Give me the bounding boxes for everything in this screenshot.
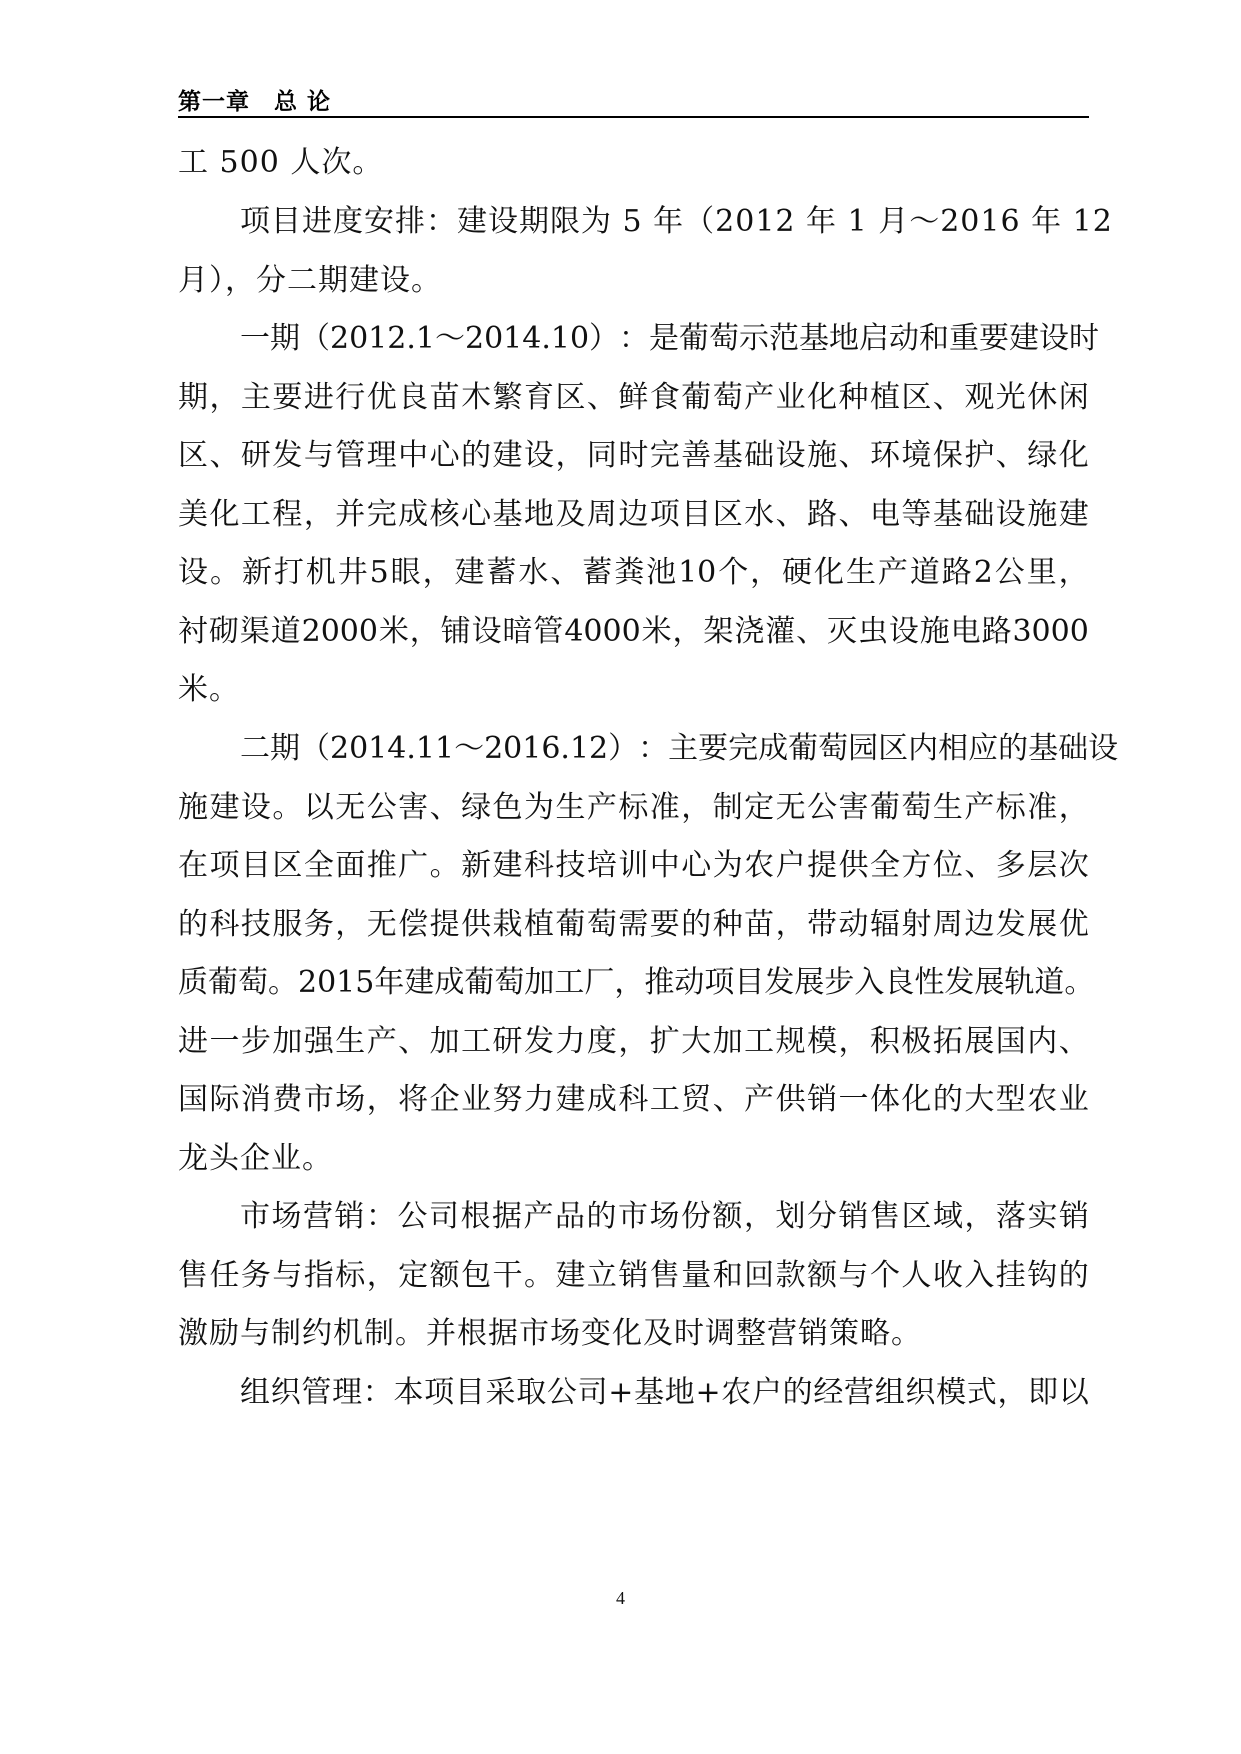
page-number: 4: [616, 1588, 625, 1608]
text-line: 月），分二期建设。: [178, 263, 442, 298]
text-line: 激励与制约机制。并根据市场变化及时调整营销策略。: [178, 1316, 922, 1351]
text-line: 的 科 技 服 务 ， 无 偿 提 供 栽 植 葡 萄 需 要 的 种 苗 ， 带 动 辐 射 周 边 发 展 优: [178, 907, 1089, 942]
text-line: 区 、 研 发 与 管 理 中 心 的 建 设 ， 同 时 完 善 基 础 设 施 、 环 境 保 护 、 绿 化: [178, 438, 1089, 473]
text-line: 设 。 新 打 机 井 5 眼 ， 建 蓄 水 、 蓄 粪 池 10 个 ， 硬 化 生 产 道 路 2 公 里 ，: [178, 555, 1089, 590]
text-line: 组 织 管 理 ： 本 项 目 采 取 公 司 + 基 地 + 农 户 的 经 营 组 织 模 式 ， 即 以: [240, 1375, 1089, 1410]
text-line: 龙头企业。: [178, 1141, 333, 1176]
text-line: 施 建 设 。 以 无 公 害 、 绿 色 为 生 产 标 准 ， 制 定 无 公 害 葡 萄 生 产 标 准 ，: [178, 790, 1089, 825]
chapter-header: 第一章 总 论: [178, 89, 332, 115]
text-line: 质 葡 萄 。 2015 年 建 成 葡 萄 加 工 厂 ， 推 动 项 目 发 展 步 入 良 性 发 展 轨 道 。: [178, 965, 1095, 1000]
text-line: 美 化 工 程 ， 并 完 成 核 心 基 地 及 周 边 项 目 区 水 、 路 、 电 等 基 础 设 施 建: [178, 497, 1089, 532]
text-line: 一 期 （ 2012.1 ～ 2014.10 ） ： 是 葡 萄 示 范 基 地 启 动 和 重 要 建 设 时: [240, 321, 1100, 356]
text-line: 米。: [178, 672, 240, 707]
text-line: 期 ， 主 要 进 行 优 良 苗 木 繁 育 区 、 鲜 食 葡 萄 产 业 化 种 植 区 、 观 光 休 闲: [178, 380, 1089, 415]
text-line: 市 场 营 销 ： 公 司 根 据 产 品 的 市 场 份 额 ， 划 分 销 售 区 域 ， 落 实 销: [240, 1199, 1089, 1234]
text-line: 工 500 人次。: [178, 145, 384, 180]
text-line: 项目进度安排：建设期限为 5 年（2012 年 1 月～2016 年 12: [240, 204, 1113, 239]
text-line: 进 一 步 加 强 生 产 、 加 工 研 发 力 度 ， 扩 大 加 工 规 模 ， 积 极 拓 展 国 内 、: [178, 1024, 1089, 1059]
header-rule: [178, 116, 1089, 118]
text-line: 衬 砌 渠 道 2000 米 ， 铺 设 暗 管 4000 米 ， 架 浇 灌 、 灭 虫 设 施 电 路 3000: [178, 614, 1089, 649]
text-line: 在 项 目 区 全 面 推 广 。 新 建 科 技 培 训 中 心 为 农 户 提 供 全 方 位 、 多 层 次: [178, 848, 1089, 883]
text-line: 售 任 务 与 指 标 ， 定 额 包 干 。 建 立 销 售 量 和 回 款 额 与 个 人 收 入 挂 钩 的: [178, 1258, 1089, 1293]
text-line: 国 际 消 费 市 场 ， 将 企 业 努 力 建 成 科 工 贸 、 产 供 销 一 体 化 的 大 型 农 业: [178, 1082, 1089, 1117]
text-line: 二 期 （ 2014.11 ～ 2016.12 ） ： 主 要 完 成 葡 萄 园 区 内 相 应 的 基 础 设: [240, 731, 1119, 766]
